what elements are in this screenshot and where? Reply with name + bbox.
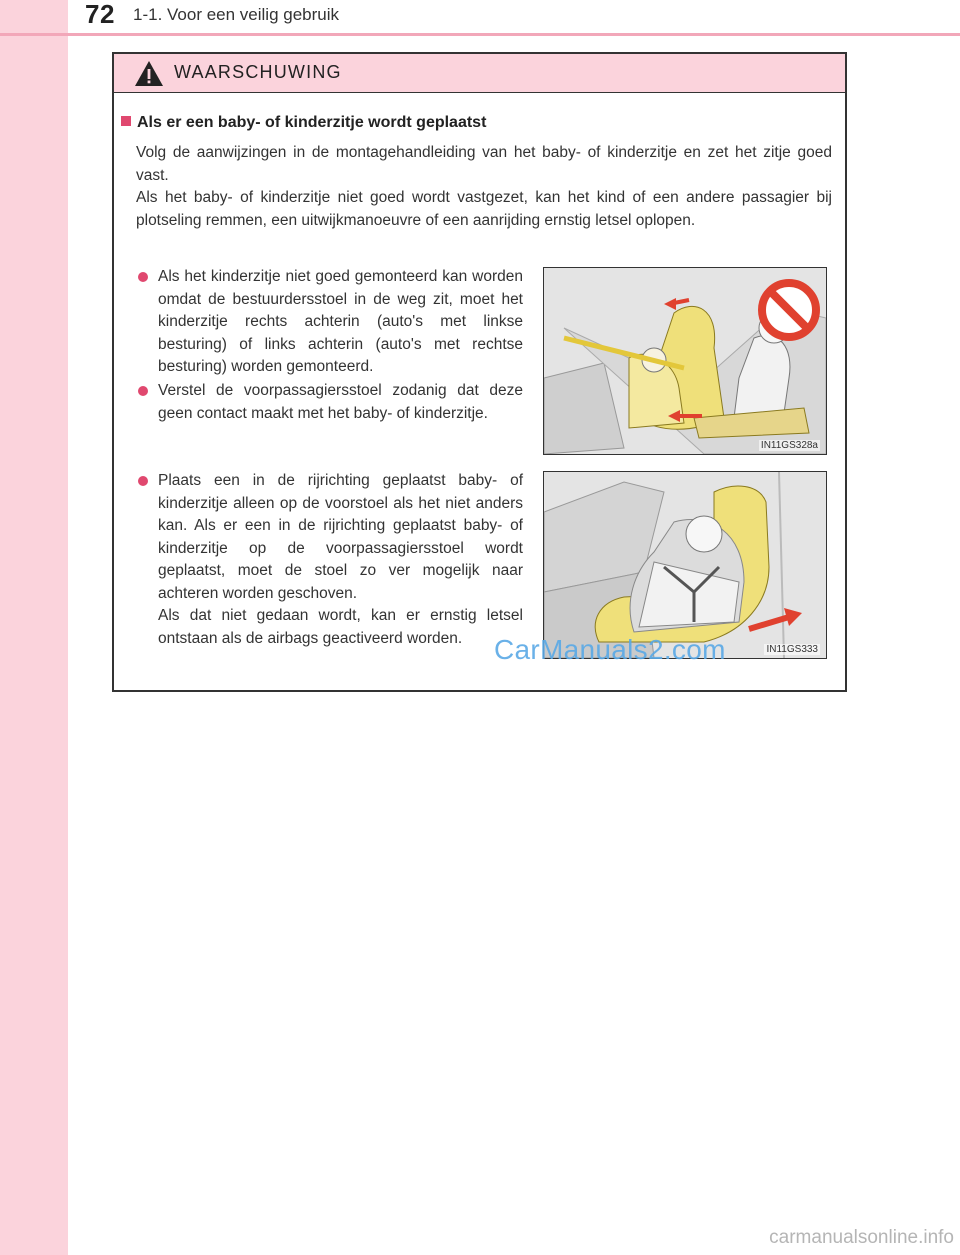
bullet-text: Plaats een in de rijrichting geplaatst baby- of kinderzitje alleen op de voorstoel als het niet anders kan. Als er een in de rijrichting geplaatst baby- of kinderzitje op de voorpassagiersstoel wordt geplaatst, moet de stoel zo ver mogelijk naar achteren worden geschoven. xyxy=(158,472,523,602)
bullet-item xyxy=(138,470,523,650)
bullet-item xyxy=(138,266,523,379)
prohibition-icon xyxy=(762,283,816,337)
warning-heading xyxy=(121,114,486,132)
header-rule xyxy=(0,33,960,36)
section-title: 1-1. Voor een veilig gebruik xyxy=(133,5,340,24)
figure-illustration xyxy=(544,268,826,454)
figure-code: IN11GS333 xyxy=(766,644,818,655)
warning-box xyxy=(112,52,847,692)
figure-code: IN11GS328a xyxy=(760,440,818,451)
page-header xyxy=(0,0,960,34)
warning-header xyxy=(114,54,845,93)
page-number: 72 xyxy=(85,0,115,29)
bullet-text: Als dat niet gedaan wordt, kan er ernstig letsel ontstaan als de airbags geactiveerd worden. xyxy=(158,607,523,647)
intro-line: Als het baby- of kinderzitje niet goed wordt vastgezet, kan het kind of een andere passagier bij plotseling remmen, een uitwijkmanoeuvre of een aanrijding ernstig letsel oplopen. xyxy=(136,189,832,229)
watermark-overlay: CarManuals2.com xyxy=(494,634,726,665)
warning-triangle-icon xyxy=(134,60,164,87)
bullet-dot-icon xyxy=(138,476,148,486)
warning-heading-text: Als er een baby- of kinderzitje wordt geplaatst xyxy=(137,114,487,131)
intro-line: Volg de aanwijzingen in de montagehandleiding van het baby- of kinderzitje en zet het zitje goed vast. xyxy=(136,144,832,184)
warning-title: WAARSCHUWING xyxy=(174,62,342,82)
left-margin-band xyxy=(0,0,68,1255)
figure-child-seat-rear xyxy=(543,267,827,455)
bullet-dot-icon xyxy=(138,386,148,396)
figure-illustration xyxy=(544,472,826,658)
bullet-dot-icon xyxy=(138,272,148,282)
square-bullet-icon xyxy=(121,116,131,126)
bullet-item xyxy=(138,380,523,425)
footer-watermark[interactable]: carmanualsonline.info xyxy=(769,1227,954,1248)
bullet-text: Als het kinderzitje niet goed gemonteerd kan worden omdat de bestuurdersstoel in de weg zit, moet het kinderzitje rechts achterin (auto's met linkse besturing) of links achterin (auto's met rechtse besturing) worden gemonteerd. xyxy=(158,268,523,375)
bullet-text: Verstel de voorpassagiersstoel zodanig dat deze geen contact maakt met het baby- of kinderzitje. xyxy=(158,382,523,422)
intro-text xyxy=(136,142,832,232)
figure-child-seat-front xyxy=(543,471,827,659)
